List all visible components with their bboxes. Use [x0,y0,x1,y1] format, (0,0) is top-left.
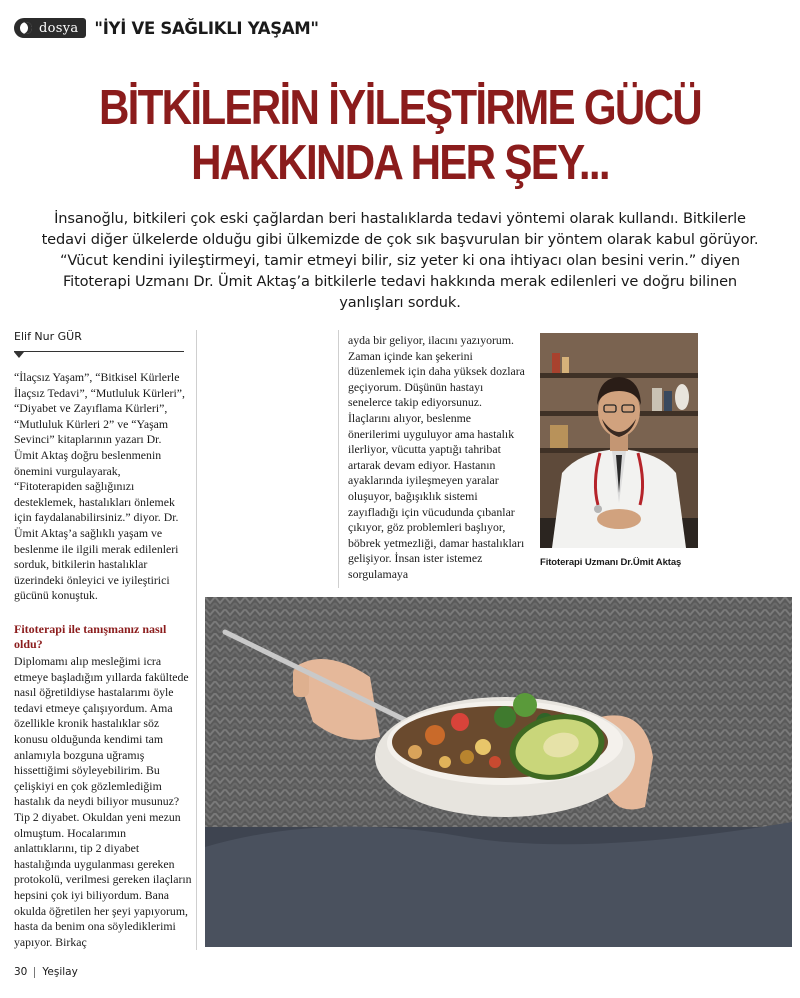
page-footer [14,966,78,978]
interview-question: Fitoterapi ile tanışmanız nasıl oldu? [14,622,167,651]
salad-bowl-photo [205,597,792,947]
lead-paragraph: İnsanoğlu, bitkileri çok eski çağlardan beri hastalıklarda tedavi yöntemi olarak kullandı. Bitkilerle tedavi diğer ülkelerde olduğu gibi ülkemizde de çok sık başvurulan bir yöntem olarak kabul görüyor. “Vücut kendini iyileştirmeyi, tamir etmeyi bilir, siz yeter ki ona ihtiyacı olan besini verin.” diyen Fitoterapi Uzmanı Dr. Ümit Aktaş’a bitkilerle tedavi hakkında merak edilenleri ve doğru bilinen yanlışları sorduk. [41,210,759,311]
author-byline: Elif Nur GÜR [14,330,82,343]
answer-continued: ayda bir geliyor, ilacını yazıyorum. Zaman içinde kan şekerini düzenlemek için daha yüksek dozlara geçiyorum. Düşünün hastayı senelerce takip ediyorsunuz. İlaçlarını alıyor, beslenme önerilerimi uyguluyor ama hastalık ilerliyor, vücutta yaptığı tahribat artarak devam ediyor. Hastanın ayaklarında iyileşmeyen yaralar oluşuyor, bağışıklık sistemi zayıfladığı için vücudunda çıbanlar çıkıyor, göz problemleri başlıyor, böbrek yetmezliği, damar hastalıkları gelişiyor. İnsan ister istemez sorgulamaya [348,333,525,581]
byline-rule [14,351,184,352]
portrait-caption: Fitoterapi Uzmanı Dr.Ümit Aktaş [540,557,682,568]
section-tag-label: dosya [39,20,79,36]
doctor-portrait [540,333,698,548]
magazine-name: Yeşilay [42,966,78,978]
byline-pointer-icon [14,352,24,358]
footer-divider [34,967,35,978]
series-title: "İYİ VE SAĞLIKLI YAŞAM" [94,18,319,38]
section-header [14,18,319,38]
headline-line-2: HAKKINDA HER ŞEY... [191,136,609,190]
column-divider [196,330,197,950]
page-number: 30 [14,966,28,978]
headline-line-1: BİTKİLERİN İYİLEŞTİRME GÜCÜ [98,81,702,135]
tag-circle-icon [18,20,34,36]
section-tag [14,18,86,38]
column-divider [338,330,339,588]
interview-answer: Diplomamı alıp mesleğimi icra etmeye başladığım yıllarda fakültede nasıl öğretildiyse hastalarımı öyle tedavi etmeye çalışıyordum. Ama özellikle kronik hastalıklar söz konusu olduğunda kendimi tam anlamıyla bozguna uğramış hissettiğimi söyleyebilirim. Bu çelişkiyi en çok gözlemlediğim hastalık da neydi biliyor musunuz? Tip 2 diyabet. Okuldan yeni mezun olmuştum. Hocalarımın anlattıklarını, tip 2 diyabet hastalığında uygulanması gereken protokolü, verilmesi gereken ilaçların hepsini çok iyi biliyordum. Bana okulda öğretilen her şeyi yapıyorum, hasta da benim ona söylediklerimi yapıyor. Birkaç [14,654,192,949]
intro-paragraph: “İlaçsız Yaşam”, “Bitkisel Kürlerle İlaçsız Tedavi”, “Mutluluk Kürleri”, “Diyabet ve Zayıflama Kürleri”, “Mutluluk Kürleri 2” ve “Yaşam Sevinci” kitaplarının yazarı Dr. Ümit Aktaş doğru beslenmenin önemini vurgulayarak, “Fitoterapiden sağlığınızı desteklemek, hastalıkları önlemek için faydalanabilirsiniz.” diyor. Dr. Ümit Aktaş’a sağlıklı yaşam ve beslenme ile ilgili merak edilenleri sorduk, bitkilerin hastalıklar üzerindeki önleyici ve iyileştirici gücünü konuştuk. [14,370,185,603]
